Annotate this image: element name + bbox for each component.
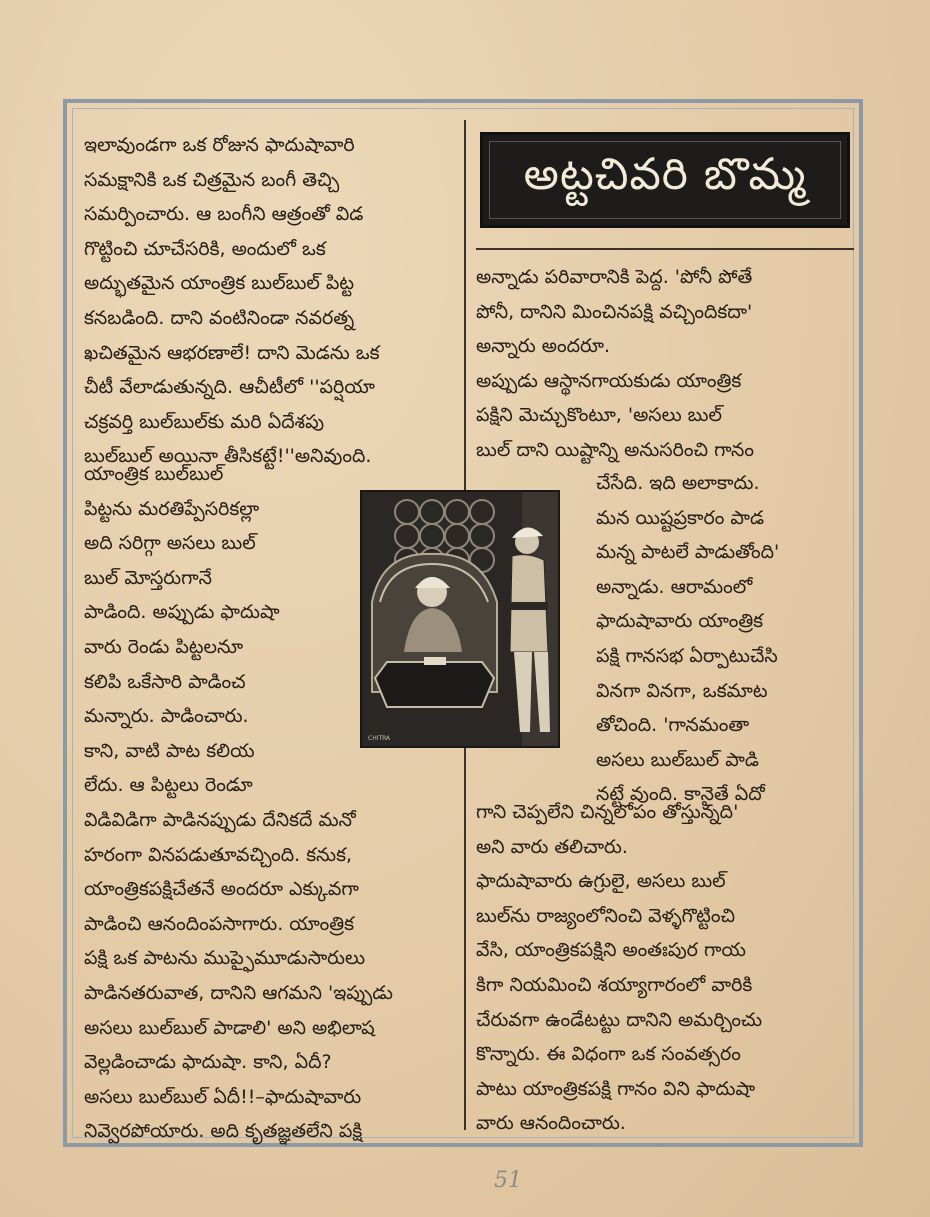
text-line: విడివిడిగా పాడినప్పుడు దేనికదే మనో (84, 809, 356, 831)
right-column-top-text (476, 260, 848, 468)
text-line: పోనీ, దానిని మించినపక్షి వచ్చిందికదా' (476, 300, 753, 323)
text-line: తోచింది. 'గానమంతా (596, 714, 750, 737)
text-line: అని వారు తలిచారు. (476, 835, 628, 858)
text-line: వారు ఆనందించారు. (476, 1112, 626, 1135)
royal-table (375, 662, 494, 707)
text-line: అసలు బుల్‌బుల్ పాడి (596, 748, 759, 771)
text-line: వినగా వినగా, ఒకమాట (596, 679, 768, 702)
title-rule (476, 248, 854, 250)
text-line: ఫాదుషావారు యాంత్రిక (596, 610, 764, 633)
text-line: పక్షి గానసభ ఏర్పాటుచేసి (596, 644, 778, 667)
text-line: చేరువగా ఉండేటట్టు దానిని అమర్చించు (476, 1008, 763, 1031)
text-line: పాడించి ఆనందింపసాగారు. యాంత్రిక (84, 912, 355, 935)
text-line: పిట్టను మరతిప్పేసరికల్లా (84, 497, 260, 520)
text-line: సమర్పించారు. ఆ బంగీని ఆత్రంతో విడ (84, 203, 364, 226)
text-line: యాంత్రిక బుల్‌బుల్ (84, 463, 224, 485)
text-line: అసలు బుల్‌బుల్ ఏదీ!!–ఫాదుషావారు (84, 1085, 362, 1108)
text-line: కాని, వాటి పాట కలియ (84, 739, 255, 762)
right-column-wrap-text (596, 466, 858, 812)
text-line: అది సరిగ్గా అసలు బుల్ (84, 532, 256, 555)
text-line: చక్రవర్తి బుల్‌బుల్‌కు మరి ఏదేశపు (84, 410, 325, 433)
singer-sash (510, 602, 548, 610)
text-line: నివ్వెరపోయారు. అది కృతజ్ఞతలేని పక్షి (84, 1120, 363, 1143)
page-number: 51 (494, 1168, 522, 1193)
text-line: యాంత్రికపక్షిచేతనే అందరూ ఎక్కువగా (84, 878, 359, 901)
text-line: పాటు యాంత్రికపక్షి గానం విని ఫాదుషా (476, 1077, 756, 1100)
text-line: అసలు బుల్‌బుల్ పాడాలి' అని అభిలాష (84, 1016, 375, 1039)
text-line: అద్భుతమైన యాంత్రిక బుల్‌బుల్ పిట్ట (84, 272, 355, 295)
text-line: నట్టే వుంది. కానైతే ఏదో (596, 783, 765, 806)
left-column-wrap-text (84, 457, 354, 803)
story-illustration (360, 490, 560, 748)
story-title: అట్టచివరి బొమ్మ (523, 149, 807, 200)
text-line: అప్పుడు ఆస్థానగాయకుడు యాంత్రిక (476, 369, 742, 392)
text-line: కనబడింది. దాని వంటినిండా నవరత్న (84, 306, 355, 329)
left-column-bottom-text (84, 803, 456, 1149)
text-line: అన్నాడు. ఆరామంలో (596, 575, 753, 598)
text-line: కొన్నారు. ఈ విధంగా ఒక సంవత్సరం (476, 1043, 741, 1066)
text-line: సమక్షానికి ఒక చిత్రమైన బంగీ తెచ్చి (84, 168, 340, 191)
text-line: మన్నారు. పాడించారు. (84, 705, 249, 728)
text-line: అన్నాడు పరివారానికి పెద్ద. 'పోనీ పోతే (476, 266, 753, 288)
text-line: ఖచితమైన ఆభరణాలే! దాని మెడను ఒక (84, 341, 380, 364)
text-line: చేసేది. ఇది అలాకాదు. (596, 472, 760, 494)
text-line: హరంగా వినపడుతూవచ్చింది. కనుక, (84, 843, 353, 866)
right-column-bottom-text (476, 795, 848, 1141)
text-line: పక్షిని మెచ్చుకొంటూ, 'అసలు బుల్ (476, 404, 722, 427)
text-line: మన యిష్టప్రకారం పాడ (596, 506, 765, 529)
text-line: గొట్టించి చూచేసరికి, అందులో ఒక (84, 237, 326, 260)
text-line: వెల్లడించాడు ఫాదుషా. కాని, ఏదీ? (84, 1051, 332, 1074)
text-line: బుల్‌ను రాజ్యంలోనించి వెళ్ళగొట్టించి (476, 904, 736, 927)
text-line: ఇలావుండగా ఒక రోజున ఫాదుషావారి (84, 134, 355, 156)
text-line: వేసి, యాంత్రికపక్షిని అంతఃపుర గాయ (476, 939, 746, 962)
title-banner (480, 132, 850, 228)
text-line: బుల్‌బుల్ అయినా తీసికట్టే!''అనివుంది. (84, 445, 372, 468)
text-line: చీటీ వేలాడుతున్నది. ఆచీటీలో ''పర్షియా (84, 376, 375, 399)
text-line: కలిపి ఒకేసారి పాడించ (84, 670, 246, 693)
text-line: పాడింది. అప్పుడు ఫాదుషా (84, 601, 280, 624)
text-line: బుల్ దాని యిష్టాన్ని అనుసరించి గానం (476, 438, 754, 461)
text-line: వారు రెండు పిట్టలనూ (84, 635, 244, 658)
text-line: పక్షి ఒక పాటను ముప్ఫైమూడుసారులు (84, 947, 366, 970)
text-line: లేదు. ఆ పిట్టలు రెండూ (84, 774, 253, 797)
artist-signature: CHITRA (368, 735, 391, 742)
left-column-top-text (84, 128, 456, 474)
text-line: గాని చెప్పలేని చిన్నలోపం తోస్తున్నది' (476, 801, 739, 823)
mechanical-bird-box (424, 657, 446, 665)
text-line: కిగా నియమించి శయ్యాగారంలో వారికి (476, 973, 753, 996)
text-line: పాడినతరువాత, దానిని ఆగమని 'ఇప్పుడు (84, 981, 393, 1004)
text-line: ఫాదుషావారు ఉగ్రులై, అసలు బుల్ (476, 870, 726, 893)
text-line: అన్నారు అందరూ. (476, 335, 611, 358)
text-line: బుల్ మోస్తరుగానే (84, 566, 212, 589)
text-line: మన్న పాటలే పాడుతోంది' (596, 541, 780, 564)
